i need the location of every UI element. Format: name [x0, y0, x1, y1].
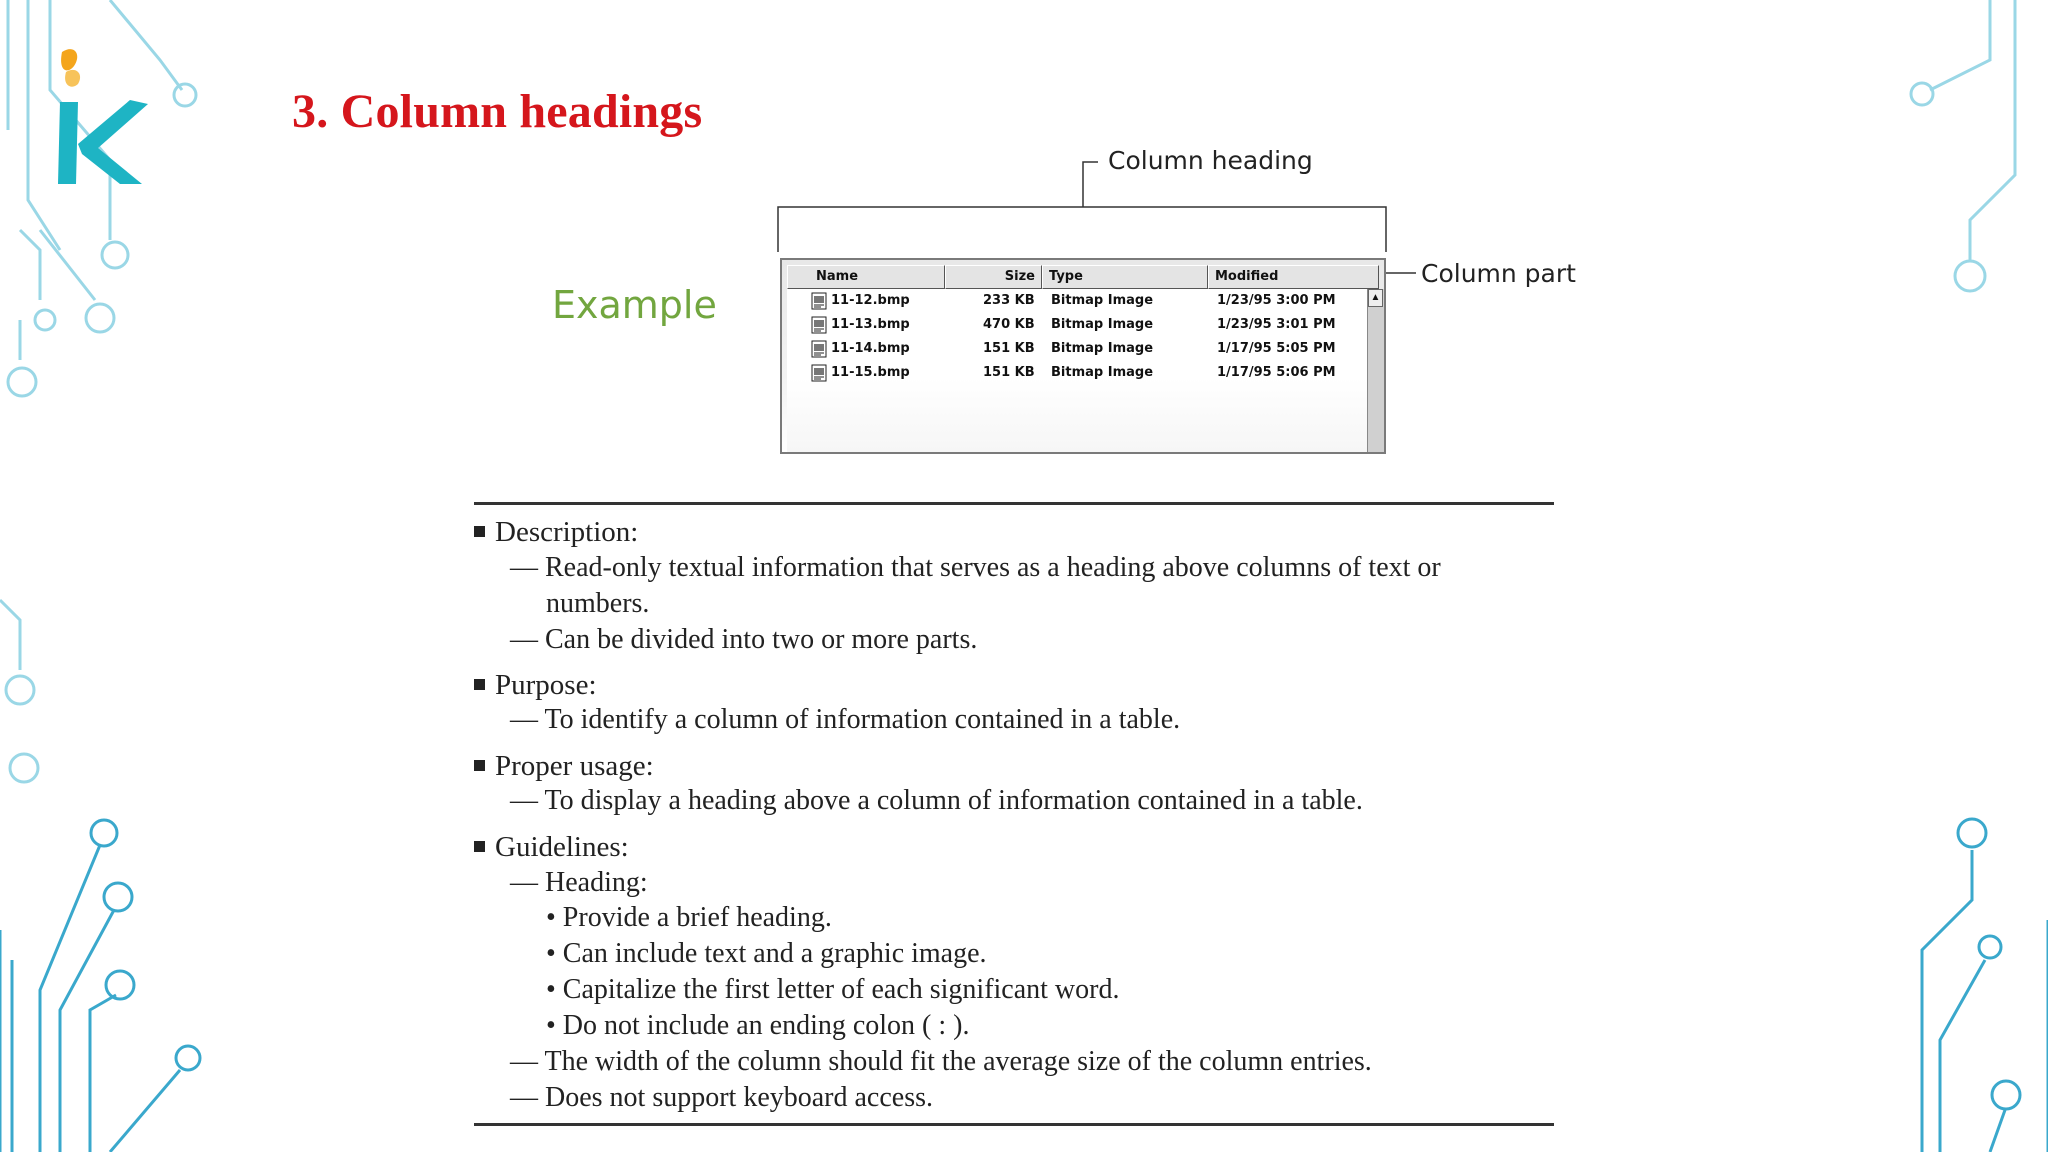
brand-logo — [52, 44, 152, 194]
table-row[interactable] — [787, 289, 1367, 313]
cell-size: 151 KB — [983, 365, 1035, 380]
description-item: numbers. — [546, 588, 650, 619]
column-heading-modified[interactable]: Modified — [1208, 265, 1379, 289]
cell-size: 151 KB — [983, 341, 1035, 356]
guideline-bullet: • Provide a brief heading. — [546, 902, 832, 933]
cell-type: Bitmap Image — [1051, 293, 1154, 308]
description-panel — [474, 502, 1554, 1126]
usage-item: — To display a heading above a column of information contained in a table. — [510, 785, 1363, 816]
bitmap-file-icon — [811, 292, 827, 310]
column-header-bar — [787, 265, 1379, 289]
vertical-scrollbar[interactable] — [1367, 289, 1384, 453]
cell-type: Bitmap Image — [1051, 365, 1154, 380]
cell-size: 233 KB — [983, 293, 1035, 308]
guideline-bullet: • Capitalize the first letter of each significant word. — [546, 974, 1120, 1005]
cell-type: Bitmap Image — [1051, 341, 1154, 356]
cell-name: 11-14.bmp — [831, 341, 910, 356]
column-heading-size[interactable]: Size — [945, 265, 1042, 289]
usage-heading: Proper usage: — [474, 750, 654, 783]
slide-title: 3. Column headings — [292, 85, 703, 138]
column-heading-name[interactable]: Name — [787, 265, 945, 289]
guidelines-sub-heading: — Heading: — [510, 867, 648, 898]
guideline-bullet: • Do not include an ending colon ( : ). — [546, 1010, 970, 1041]
cell-size: 470 KB — [983, 317, 1035, 332]
cell-name: 11-15.bmp — [831, 365, 910, 380]
guidelines-heading: Guidelines: — [474, 831, 629, 864]
callout-column-heading: Column heading — [1108, 146, 1313, 175]
purpose-item: — To identify a column of information contained in a table. — [510, 704, 1181, 735]
guideline-item: — Does not support keyboard access. — [510, 1082, 934, 1113]
cell-modified: 1/17/95 5:06 PM — [1217, 365, 1336, 380]
cell-modified: 1/17/95 5:05 PM — [1217, 341, 1336, 356]
scroll-up-arrow-icon[interactable]: ▲ — [1368, 289, 1383, 307]
guideline-bullet: • Can include text and a graphic image. — [546, 938, 987, 969]
purpose-heading: Purpose: — [474, 669, 597, 702]
table-row[interactable] — [787, 337, 1367, 361]
description-heading: Description: — [474, 516, 638, 549]
cell-modified: 1/23/95 3:00 PM — [1217, 293, 1336, 308]
cell-name: 11-13.bmp — [831, 317, 910, 332]
list-view-example — [780, 258, 1386, 454]
bitmap-file-icon — [811, 316, 827, 334]
table-row[interactable] — [787, 361, 1367, 385]
column-heading-type[interactable]: Type — [1042, 265, 1208, 289]
callout-column-part: Column part — [1421, 259, 1576, 288]
cell-name: 11-12.bmp — [831, 293, 910, 308]
description-item: — Read-only textual information that serves as a heading above columns of text or — [510, 552, 1441, 583]
cell-modified: 1/23/95 3:01 PM — [1217, 317, 1336, 332]
bitmap-file-icon — [811, 364, 827, 382]
table-row[interactable] — [787, 313, 1367, 337]
description-item: — Can be divided into two or more parts. — [510, 624, 978, 655]
guideline-item: — The width of the column should fit the average size of the column entries. — [510, 1046, 1372, 1077]
cell-type: Bitmap Image — [1051, 317, 1154, 332]
example-label: Example — [552, 283, 717, 327]
bitmap-file-icon — [811, 340, 827, 358]
